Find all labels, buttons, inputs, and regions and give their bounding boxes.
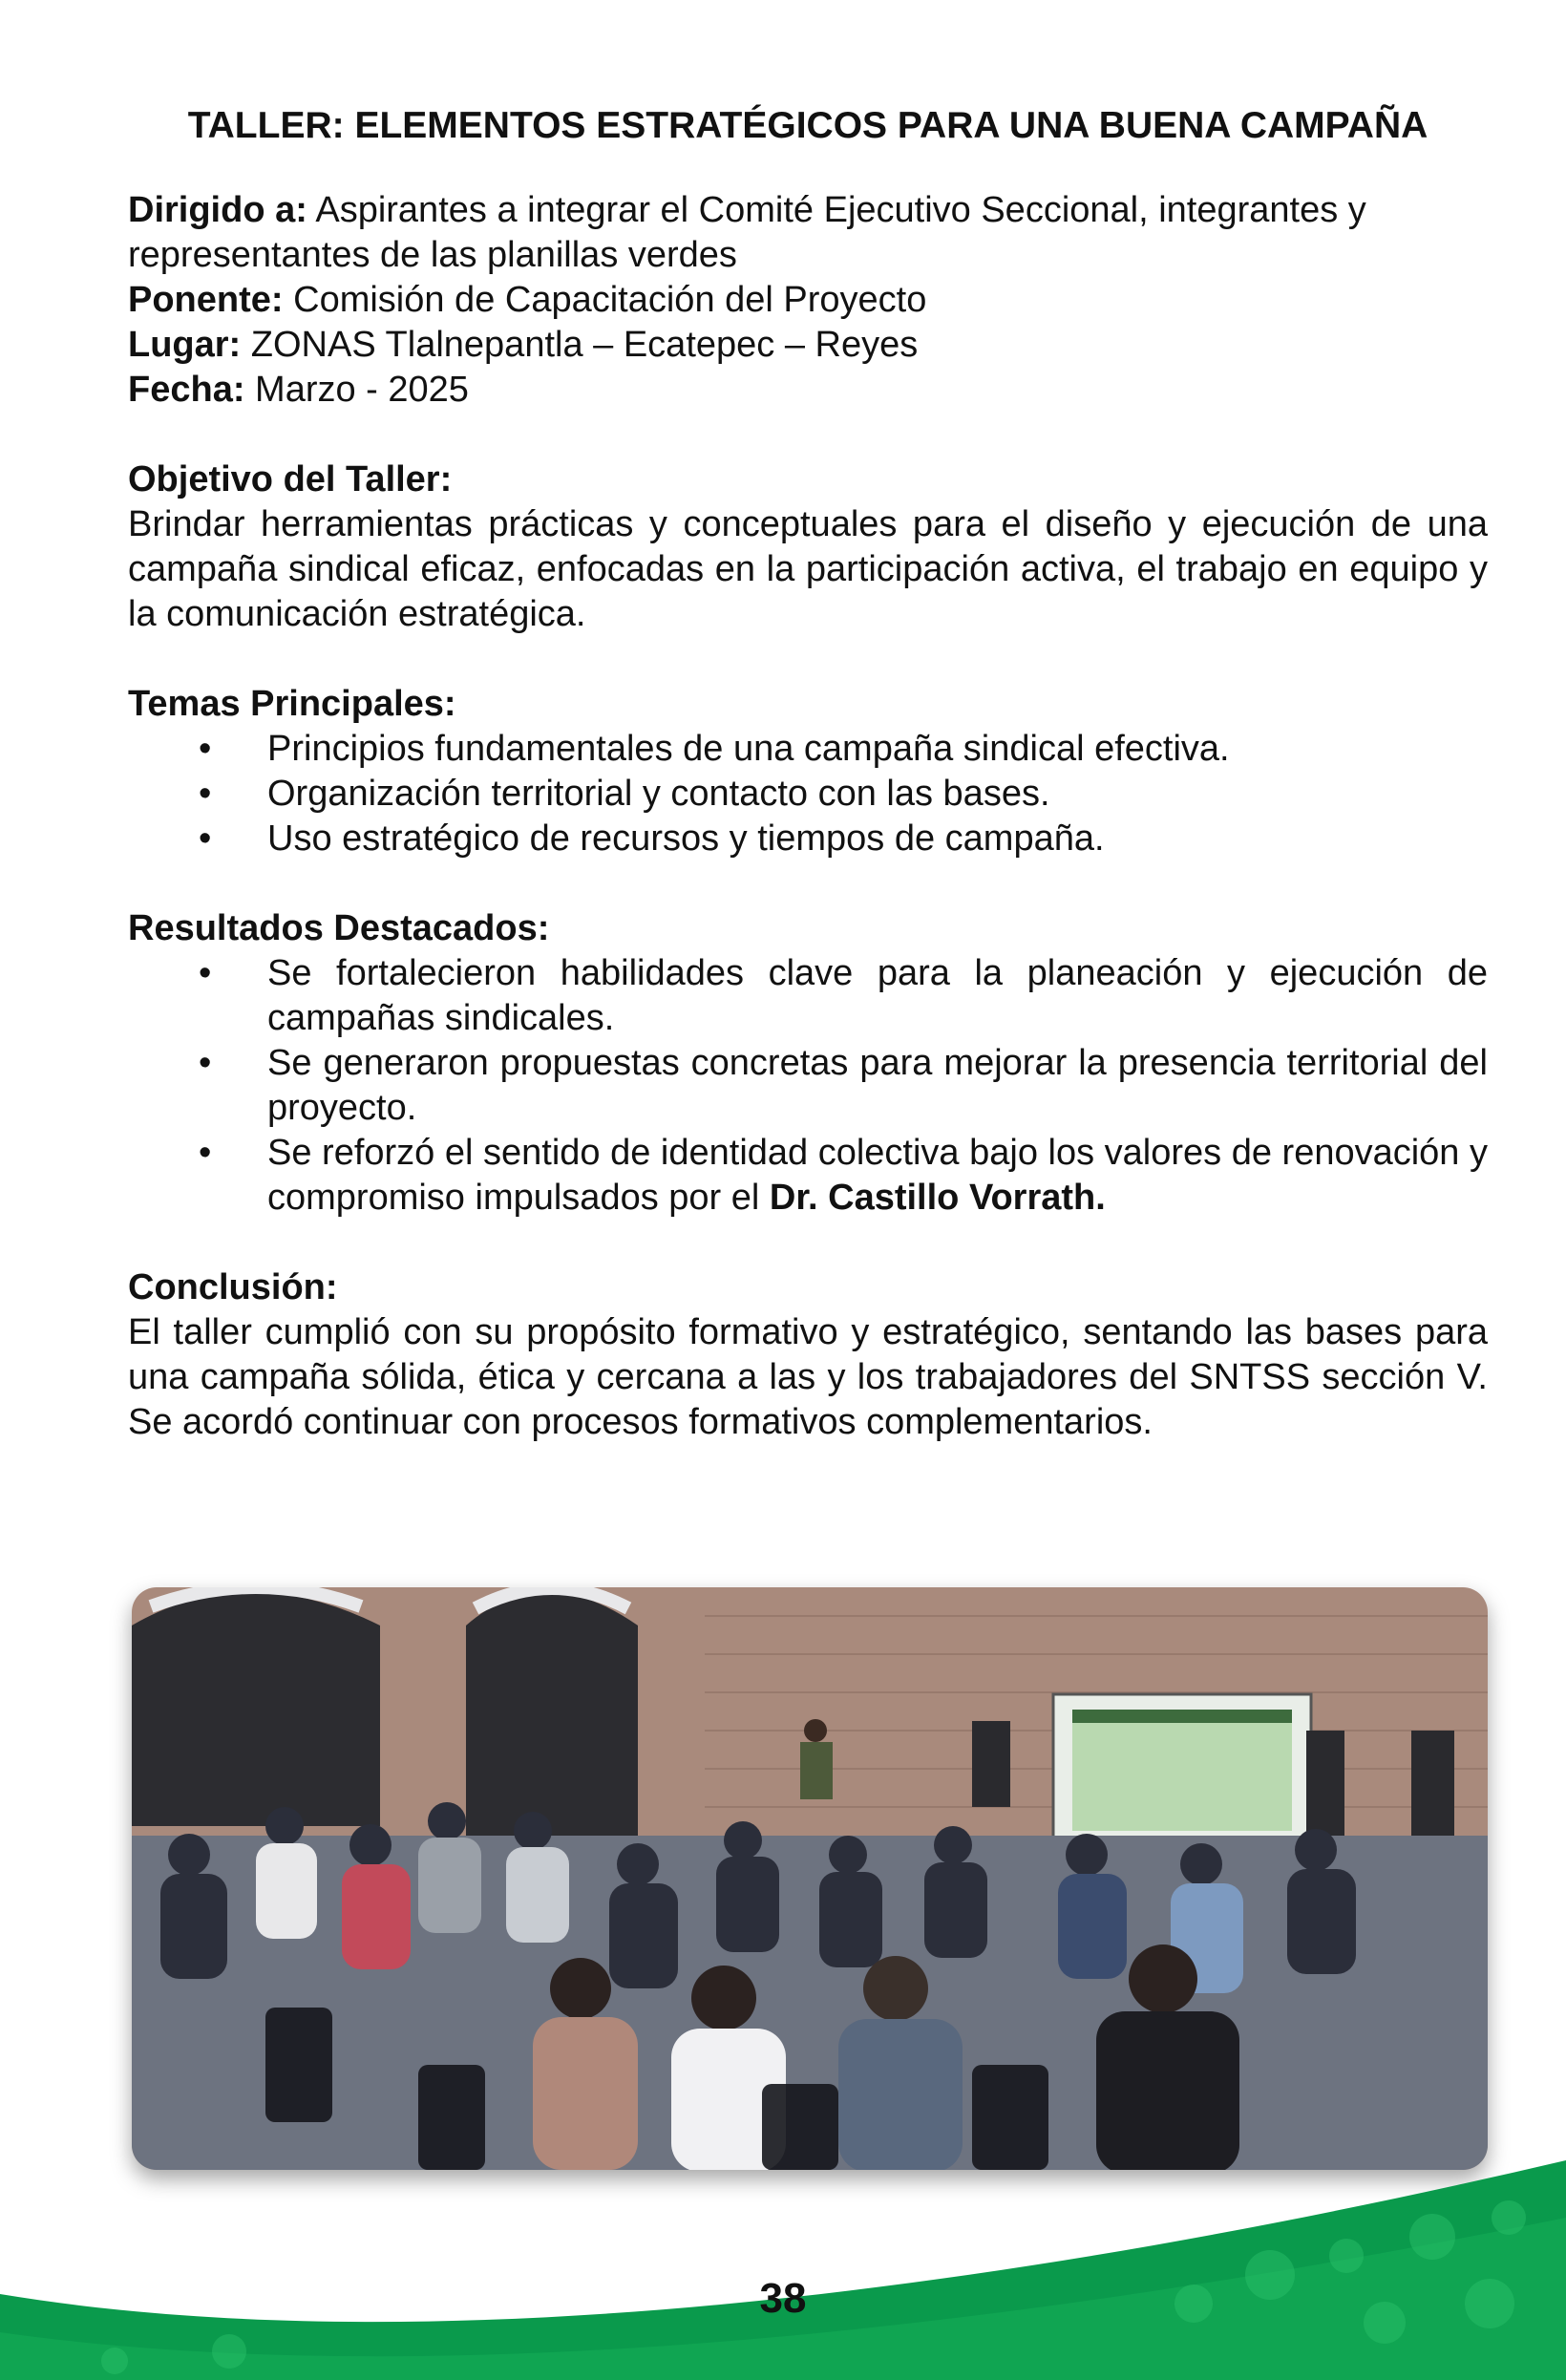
list-item-text: Se fortalecieron habilidades clave para la planeación y ejecución de campañas sindicales. [267, 953, 1488, 1038]
resultados-list [128, 951, 1488, 1221]
resultados-heading: Resultados Destacados: [128, 908, 550, 948]
list-item [128, 1131, 1488, 1221]
bullet-icon: • [199, 953, 212, 993]
list-item-text: Se generaron propuestas concretas para mejorar la presencia territorial del proyecto. [267, 1043, 1488, 1128]
fecha-line [128, 368, 1488, 413]
fecha-label: Fecha: [128, 370, 245, 410]
list-item [128, 772, 1488, 817]
lugar-line [128, 323, 1488, 368]
dirigido-label: Dirigido a: [128, 190, 307, 230]
dirigido-value: Aspirantes a integrar el Comité Ejecutivo Seccional, integrantes y representantes de las planillas verdes [128, 190, 1366, 275]
bullet-icon: • [199, 818, 212, 859]
ponente-line [128, 278, 1488, 323]
dirigido-line [128, 188, 1488, 278]
bullet-icon: • [199, 729, 212, 769]
bullet-icon: • [199, 1043, 212, 1083]
list-item [128, 817, 1488, 861]
ponente-value: Comisión de Capacitación del Proyecto [283, 280, 927, 320]
list-item-text: Se reforzó el sentido de identidad colectiva bajo los valores de renovación y compromiso impulsados por el [267, 1133, 1488, 1218]
bullet-icon: • [199, 1133, 212, 1173]
objetivo-text: Brindar herramientas prácticas y conceptuales para el diseño y ejecución de una campaña sindical eficaz, enfocadas en la participación activa, el trabajo en equipo y la comunicación estratégica. [128, 504, 1488, 634]
list-item [128, 951, 1488, 1041]
temas-list [128, 727, 1488, 861]
ponente-label: Ponente: [128, 280, 284, 320]
list-item-text: Principios fundamentales de una campaña sindical efectiva. [267, 729, 1230, 769]
workshop-photo [132, 1587, 1488, 2170]
list-item [128, 727, 1488, 772]
list-item [128, 1041, 1488, 1131]
footer-wave [0, 2160, 1566, 2380]
temas-heading: Temas Principales: [128, 684, 456, 724]
lugar-value: ZONAS Tlalnepantla – Ecatepec – Reyes [241, 325, 919, 365]
list-item-text: Uso estratégico de recursos y tiempos de campaña. [267, 818, 1105, 859]
objetivo-heading: Objetivo del Taller: [128, 459, 453, 499]
fecha-value: Marzo - 2025 [244, 370, 469, 410]
bullet-icon: • [199, 774, 212, 814]
page-number: 38 [759, 2275, 807, 2322]
list-item-emphasis: Dr. Castillo Vorrath. [769, 1178, 1106, 1218]
list-item-text: Organización territorial y contacto con las bases. [267, 774, 1050, 814]
conclusion-heading: Conclusión: [128, 1267, 338, 1307]
page-title: TALLER: ELEMENTOS ESTRATÉGICOS PARA UNA BUENA CAMPAÑA [187, 105, 1428, 146]
conclusion-text: El taller cumplió con su propósito formativo y estratégico, sentando las bases para una campaña sólida, ética y cercana a las y los trabajadores del SNTSS sección V. Se acordó continuar con procesos formativos complementarios. [128, 1312, 1488, 1442]
workshop-audience-photo-icon [132, 1587, 1488, 2170]
document-body [128, 103, 1488, 1445]
lugar-label: Lugar: [128, 325, 242, 365]
